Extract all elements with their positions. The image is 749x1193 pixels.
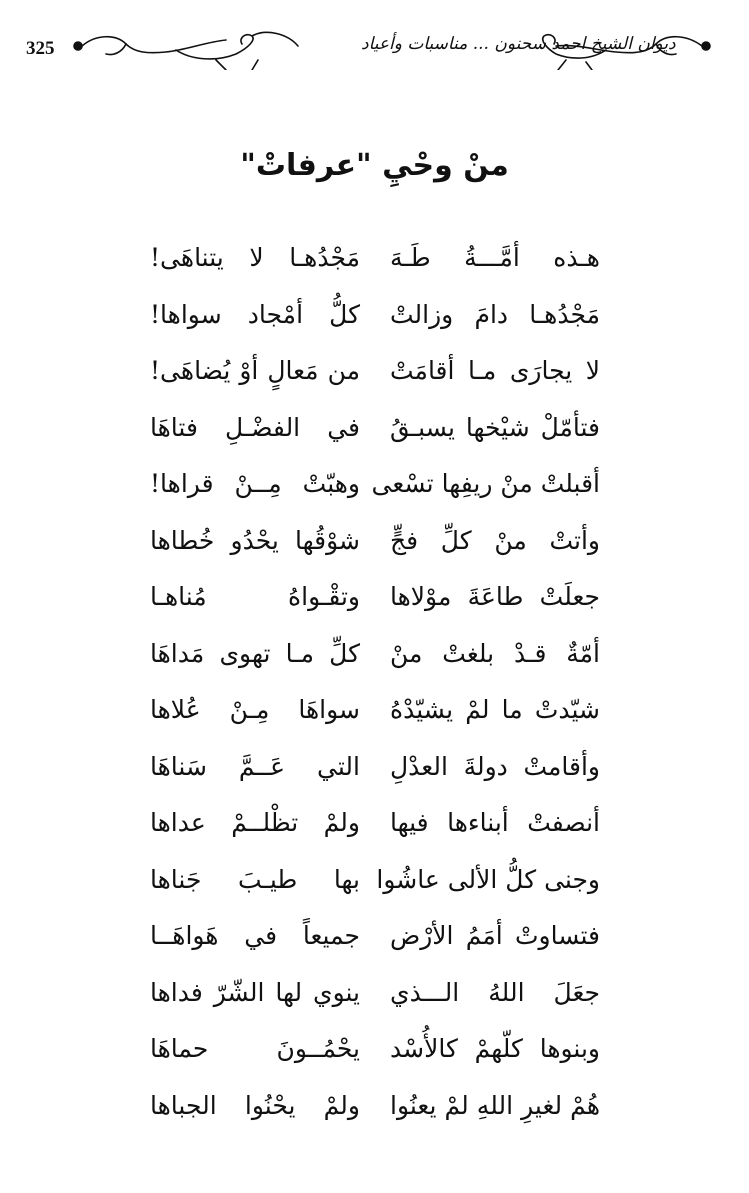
verse [150, 408, 600, 465]
verse-first-hemistich: أنصفتْ أبناءها فيها [390, 808, 600, 837]
verse-first-hemistich: شيّدتْ ما لمْ يشيّدْهُ [390, 695, 600, 724]
verse [150, 690, 600, 747]
verse [150, 634, 600, 691]
verse [150, 521, 600, 578]
verse-second-hemistich: كلِّ مـا تهوى مَداهَا [150, 638, 360, 668]
poem-title: منْ وحْيِ "عرفاتْ" [240, 148, 509, 183]
verse-second-hemistich: مَجْدُهـا لا يتناهَى! [150, 243, 360, 272]
page-header [26, 30, 726, 70]
verse-second-hemistich: بها طيـبَ جَناها [150, 864, 360, 894]
verse-first-hemistich: أمّةٌ قـدْ بلغتْ منْ [390, 638, 600, 668]
verse [150, 803, 600, 860]
verse [150, 1029, 600, 1086]
verse-first-hemistich: لا يجارَى مـا أقامَتْ [390, 356, 600, 385]
verse-second-hemistich: يحْمُــونَ حماهَا [150, 1034, 360, 1063]
verse-second-hemistich: التي عَــمَّ سَناهَا [150, 751, 360, 781]
verse-second-hemistich: ولمْ تظْلــمْ عداها [150, 808, 360, 837]
verse-first-hemistich: هـذه أمَّـــةُ طَـهَ [390, 243, 600, 272]
verse-first-hemistich: وأتتْ منْ كلِّ فجٍّ [390, 525, 600, 555]
verse-first-hemistich: وبنوها كلّهمْ كالأُسْد [390, 1034, 600, 1063]
verse-second-hemistich: سواهَا مِـنْ عُلاها [150, 695, 360, 724]
verse-first-hemistich: مَجْدُهـا دامَ وزالتْ [390, 299, 600, 329]
verse-second-hemistich: وتقْـواهُ مُناهـا [150, 582, 360, 611]
verse-second-hemistich: وهبّتْ مِــنْ قراها! [150, 469, 360, 498]
verse [150, 1086, 600, 1143]
verse [150, 577, 600, 634]
verse-first-hemistich: جعلَتْ طاعَةَ موْلاها [390, 582, 600, 611]
verse-second-hemistich: جميعاً في هَواهَــا [150, 921, 360, 950]
verse-second-hemistich: ولمْ يحْنُوا الجباها [150, 1090, 360, 1120]
verse-first-hemistich: وأقامتْ دولةَ العدْلِ [390, 751, 600, 781]
verse-first-hemistich: أقبلتْ منْ ريفِها تسْعى [371, 469, 600, 498]
verse-second-hemistich: شوْقُها يحْدُو خُطاها [150, 525, 360, 555]
page-number: 325 [26, 38, 55, 59]
verse-first-hemistich: جعَلَ اللهُ الـــذي [390, 977, 600, 1007]
verse [150, 747, 600, 804]
verse-first-hemistich: فتأمّلْ شيْخها يسبـقُ [390, 412, 600, 442]
verse [150, 916, 600, 973]
verse-second-hemistich: في الفضْـلِ فتاهَا [150, 412, 360, 442]
verse [150, 238, 600, 295]
poem-body [150, 238, 600, 1142]
verse-second-hemistich: كلُّ أمْجاد سواها! [150, 299, 360, 329]
verse-first-hemistich: هُمْ لغيرِ اللهِ لمْ يعنُوا [390, 1090, 600, 1120]
verse [150, 295, 600, 352]
verse [150, 860, 600, 917]
verse-first-hemistich: وجنى كلُّ الألى عاشُوا [376, 864, 600, 894]
verse [150, 464, 600, 521]
verse-second-hemistich: من مَعالٍ أوْ يُضاهَى! [150, 356, 360, 385]
verse [150, 973, 600, 1030]
running-title: ديوان الشيخ احمد سحنون ... مناسبات وأعياد [361, 34, 676, 54]
verse-first-hemistich: فتساوتْ أمَمُ الأرْض [390, 921, 600, 950]
verse [150, 351, 600, 408]
verse-second-hemistich: ينوي لها الشّرّ فداها [150, 977, 360, 1007]
